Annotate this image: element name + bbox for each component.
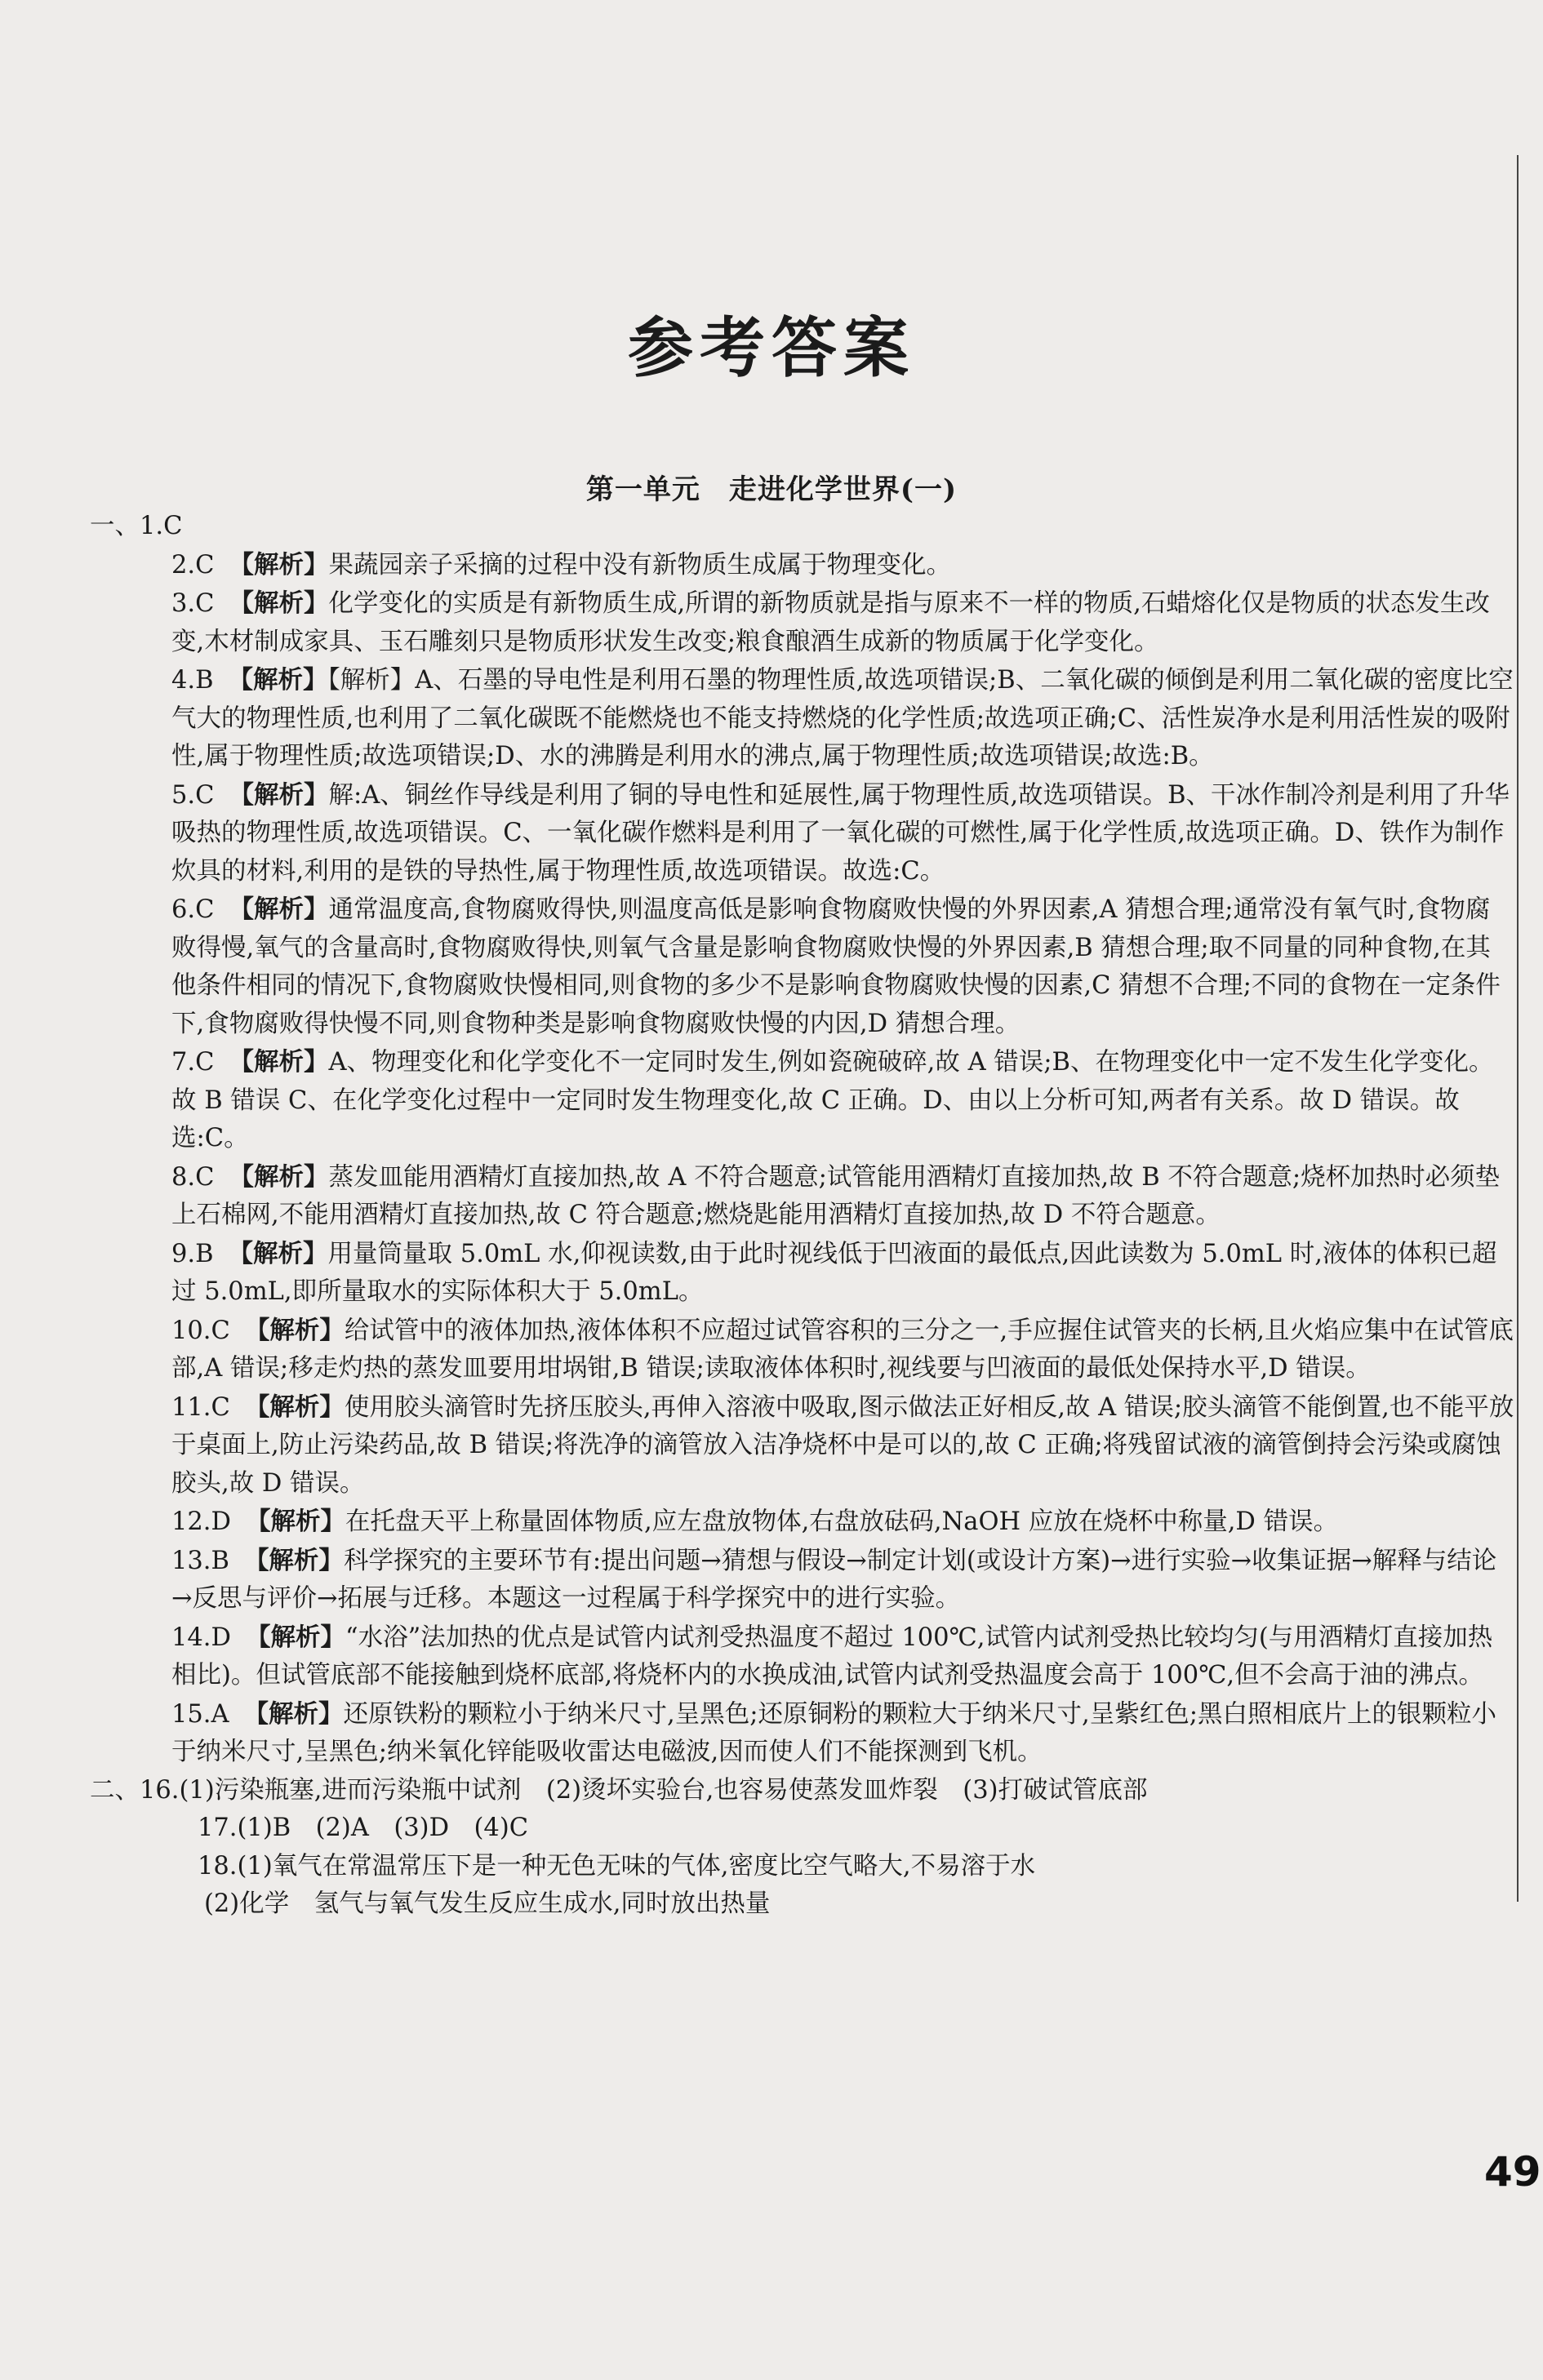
answer-item-9 bbox=[90, 1235, 1514, 1312]
answer-item-4 bbox=[90, 661, 1514, 776]
answer-item-3 bbox=[90, 584, 1514, 661]
unit-title: 第一单元 走进化学世界(一) bbox=[585, 473, 958, 506]
answer-explanation: 在托盘天平上称量固体物质,应左盘放物体,右盘放砝码,NaOH 应放在烧杯中称量,D 错误。 bbox=[345, 1507, 1339, 1536]
answer-choice: C bbox=[195, 550, 215, 579]
answer-choice: A bbox=[211, 1699, 229, 1729]
analysis-tag: 【解析】 bbox=[228, 665, 328, 695]
page-number: 49 bbox=[1484, 2148, 1541, 2196]
answer-item-10 bbox=[90, 1312, 1514, 1388]
answer-item-18-part2 bbox=[90, 1885, 1514, 1924]
answer-explanation: 化学变化的实质是有新物质生成,所谓的新物质就是指与原来不一样的物质,石蜡熔化仅是物质的状态发生改变,木材制成家具、玉石雕刻只是物质形状发生改变;粮食酿酒生成新的物质属于化学变化。 bbox=[171, 589, 1490, 656]
answer-number: 5. bbox=[171, 780, 196, 810]
answer-choice: B bbox=[211, 1546, 229, 1575]
answer-choice: D bbox=[211, 1507, 231, 1536]
analysis-tag: 【解析】 bbox=[229, 895, 329, 924]
answer-choice: B bbox=[195, 1239, 214, 1268]
answer-choice: C bbox=[211, 1392, 230, 1422]
answer-choice: C bbox=[211, 1316, 230, 1345]
answer-explanation: 还原铁粉的颗粒小于纳米尺寸,呈黑色;还原铜粉的颗粒大于纳米尺寸,呈紫红色;黑白照相底片上的银颗粒小于纳米尺寸,呈黑色;纳米氧化锌能吸收雷达电磁波,因而使人们不能探测到飞机。 bbox=[171, 1699, 1496, 1766]
analysis-tag: 【解析】 bbox=[229, 779, 329, 810]
answer-number: 二、16. bbox=[90, 1775, 180, 1805]
answer-number: 3. bbox=[171, 589, 196, 618]
answer-number: 4. bbox=[171, 666, 196, 695]
answer-explanation: 通常温度高,食物腐败得快,则温度高低是影响食物腐败快慢的外界因素,A 猜想合理;通常没有氧气时,食物腐败得慢,氧气的含量高时,食物腐败得快,则氧气含量是影响食物腐败快慢的外界因素,B 猜想合理;取不同量的同种食物,在其他条件相同的情况下,食物腐败快慢相同,则食物的多少不是影响食物腐败快慢的因素,C 猜想不合理;不同的食物在一定条件下,食物腐败得快慢不同,则食物种类是影响食物腐败快慢的内因,D 猜想合理。 bbox=[171, 895, 1501, 1038]
analysis-tag: 【解析】 bbox=[245, 1622, 345, 1652]
answer-number: 一、1. bbox=[90, 512, 164, 540]
answer-explanation: 蒸发皿能用酒精灯直接加热,故 A 不符合题意;试管能用酒精灯直接加热,故 B 不符合题意;烧杯加热时必须垫上石棉网,不能用酒精灯直接加热,故 C 符合题意;燃烧匙能用酒精灯直接加热,故 D 不符合题意。 bbox=[171, 1162, 1501, 1229]
answer-item-18 bbox=[90, 1848, 1514, 1886]
margin-rule bbox=[1517, 155, 1519, 1902]
answer-explanation: 使用胶头滴管时先挤压胶头,再伸入溶液中吸取,图示做法正好相反,故 A 错误;胶头滴管不能倒置,也不能平放于桌面上,防止污染药品,故 B 错误;将洗净的滴管放入洁净烧杯中是可以的,故 C 正确;将残留试液的滴管倒持会污染或腐蚀胶头,故 D 错误。 bbox=[171, 1392, 1514, 1498]
answer-choice: C bbox=[195, 780, 215, 810]
answer-choice: D bbox=[211, 1623, 231, 1652]
answer-number: 6. bbox=[171, 895, 196, 924]
analysis-tag: 【解析】 bbox=[229, 588, 329, 618]
analysis-tag: 【解析】 bbox=[229, 1047, 329, 1077]
answer-item-11 bbox=[90, 1388, 1514, 1503]
answer-number: 9. bbox=[171, 1239, 196, 1268]
answer-explanation: (2)化学 氢气与氧气发生反应生成水,同时放出热量 bbox=[204, 1889, 771, 1918]
answer-explanation: A、物理变化和化学变化不一定同时发生,例如瓷碗破碎,故 A 错误;B、在物理变化中一定不发生化学变化。故 B 错误 C、在化学变化过程中一定同时发生物理变化,故 C 正确。D、由以上分析可知,两者有关系。故 D 错误。故选:C。 bbox=[171, 1048, 1494, 1152]
answer-explanation: 果蔬园亲子采摘的过程中没有新物质生成属于物理变化。 bbox=[328, 550, 951, 579]
answer-item-8 bbox=[90, 1158, 1514, 1235]
answer-item-15 bbox=[90, 1695, 1514, 1772]
answer-explanation: 用量筒量取 5.0mL 水,仰视读数,由于此时视线低于凹液面的最低点,因此读数为 5.0mL 时,液体的体积已超过 5.0mL,即所量取水的实际体积大于 5.0mL。 bbox=[171, 1239, 1497, 1306]
answer-explanation: 【解析】A、石墨的导电性是利用石墨的物理性质,故选项错误;B、二氧化碳的倾倒是利用二氧化碳的密度比空气大的物理性质,也利用了二氧化碳既不能燃烧也不能支持燃烧的化学性质;故选项正确;C、活性炭净水是利用活性炭的吸附性,属于物理性质;故选项错误;D、水的沸腾是利用水的沸点,属于物理性质;故选项错误;故选:B。 bbox=[171, 666, 1514, 770]
answer-explanation: (1)B (2)A (3)D (4)C bbox=[237, 1814, 529, 1842]
analysis-tag: 【解析】 bbox=[229, 549, 329, 579]
answer-item-5 bbox=[90, 776, 1514, 891]
analysis-tag: 【解析】 bbox=[244, 1315, 345, 1345]
answer-explanation: (1)污染瓶塞,进而污染瓶中试剂 (2)烫坏实验台,也容易使蒸发皿炸裂 (3)打破试管底部 bbox=[179, 1775, 1148, 1805]
page-title: 参考答案 bbox=[628, 309, 915, 386]
answer-list bbox=[90, 508, 1514, 1924]
answer-item-17 bbox=[90, 1809, 1514, 1848]
answer-number: 13. bbox=[171, 1546, 211, 1575]
answer-number: 8. bbox=[171, 1162, 196, 1192]
analysis-tag: 【解析】 bbox=[243, 1545, 344, 1575]
answer-item-6 bbox=[90, 890, 1514, 1043]
answer-item-16 bbox=[90, 1772, 1514, 1810]
analysis-tag: 【解析】 bbox=[229, 1161, 329, 1192]
analysis-tag: 【解析】 bbox=[228, 1238, 328, 1268]
answer-item-7 bbox=[90, 1043, 1514, 1158]
answer-number: 12. bbox=[171, 1507, 211, 1536]
answer-choice: C bbox=[195, 589, 215, 618]
answer-number: 7. bbox=[171, 1048, 196, 1077]
answer-number: 2. bbox=[171, 550, 196, 579]
answer-choice: C bbox=[195, 1048, 215, 1077]
answer-number: 10. bbox=[171, 1316, 211, 1345]
answer-choice: C bbox=[195, 1162, 215, 1192]
answer-item-1 bbox=[90, 508, 1514, 546]
analysis-tag: 【解析】 bbox=[245, 1507, 345, 1536]
answer-number: 11. bbox=[171, 1392, 211, 1422]
answer-choice: C bbox=[195, 895, 215, 924]
answer-explanation: 解:A、铜丝作导线是利用了铜的导电性和延展性,属于物理性质,故选项错误。B、干冰作制冷剂是利用了升华吸热的物理性质,故选项错误。C、一氧化碳作燃料是利用了一氧化碳的可燃性,属于化学性质,故选项正确。D、铁作为制作炊具的材料,利用的是铁的导热性,属于物理性质,故选项错误。故选:C。 bbox=[171, 780, 1510, 886]
answer-choice: B bbox=[195, 666, 214, 695]
answer-number: 15. bbox=[171, 1699, 211, 1729]
analysis-tag: 【解析】 bbox=[244, 1392, 345, 1422]
answer-choice: C bbox=[163, 512, 183, 540]
answer-item-2 bbox=[90, 546, 1514, 585]
answer-item-14 bbox=[90, 1618, 1514, 1695]
answer-item-13 bbox=[90, 1542, 1514, 1618]
answer-explanation: 给试管中的液体加热,液体体积不应超过试管容积的三分之一,手应握住试管夹的长柄,且火焰应集中在试管底部,A 错误;移走灼热的蒸发皿要用坩埚钳,B 错误;读取液体体积时,视线要与凹液面的最低处保持水平,D 错误。 bbox=[171, 1316, 1514, 1383]
answer-number: 18. bbox=[198, 1851, 238, 1880]
answer-number: 17. bbox=[198, 1814, 238, 1842]
answer-explanation: (1)氧气在常温常压下是一种无色无味的气体,密度比空气略大,不易溶于水 bbox=[237, 1851, 1036, 1880]
analysis-tag: 【解析】 bbox=[243, 1698, 344, 1729]
answer-item-12 bbox=[90, 1503, 1514, 1542]
answer-number: 14. bbox=[171, 1623, 211, 1652]
answer-explanation: 科学探究的主要环节有:提出问题→猜想与假设→制定计划(或设计方案)→进行实验→收集证据→解释与结论→反思与评价→拓展与迁移。本题这一过程属于科学探究中的进行实验。 bbox=[171, 1546, 1497, 1613]
answer-explanation: “水浴”法加热的优点是试管内试剂受热温度不超过 100℃,试管内试剂受热比较均匀(与用酒精灯直接加热相比)。但试管底部不能接触到烧杯底部,将烧杯内的水换成油,试管内试剂受热温度会高于 100℃,但不会高于油的沸点。 bbox=[171, 1623, 1493, 1690]
